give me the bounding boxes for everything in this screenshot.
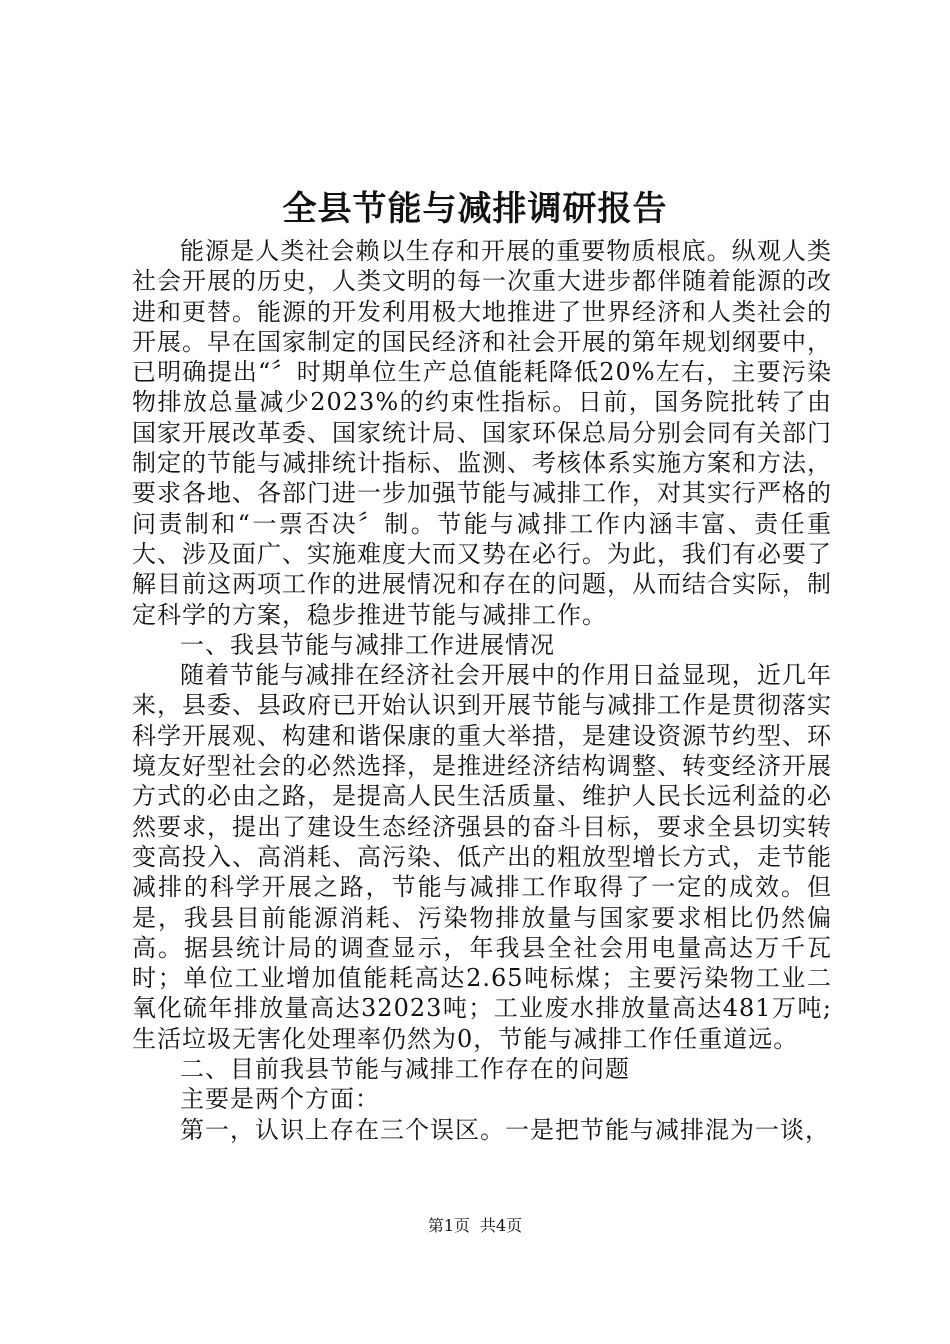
paragraph-intro: 能源是人类社会赖以生存和开展的重要物质根底。纵观人类社会开展的历史，人类文明的每一次重大进步都伴随着能源的改进和更替。能源的开发利用极大地推进了世界经济和人类社会的开展。早在国家制定的国民经济和社会开展的第年规划纲要中，已明确提出“〞时期单位生产总值能耗降低20%左右，主要污染物排放总量减少2023%的约束性指标。日前，国务院批转了由国家开展改革委、国家统计局、国家环保总局分别会同有关部门制定的节能与减排统计指标、监测、考核体系实施方案和方法，要求各地、各部门进一步加强节能与减排工作，对其实行严格的问责制和“一票否决〞制。节能与减排工作内涵丰富、责任重大、涉及面广、实施难度大而又势在必行。为此，我们有必要了解目前这两项工作的进展情况和存在的问题，从而结合实际，制定科学的方案，稳步推进节能与减排工作。	[132, 237, 832, 629]
section-heading-1: 一、我县节能与减排工作进展情况	[180, 630, 555, 659]
page-total: 共4页	[480, 1216, 523, 1235]
paragraph-first-point: 第一，认识上存在三个误区。一是把节能与减排混为一谈，	[180, 1115, 830, 1144]
document-body	[132, 236, 832, 1145]
document-title: 全县节能与减排调研报告	[282, 189, 668, 229]
page-number: 第1页	[427, 1216, 470, 1235]
page-footer	[0, 1215, 950, 1237]
section-heading-2: 二、目前我县节能与减排工作存在的问题	[180, 1055, 630, 1084]
paragraph-aspects: 主要是两个方面：	[180, 1085, 380, 1114]
paragraph-progress: 随着节能与减排在经济社会开展中的作用日益显现，近几年来，县委、县政府已开始认识到开展节能与减排工作是贯彻落实科学开展观、构建和谐保康的重大举措，是建设资源节约型、环境友好型社会的必然选择，是推进经济结构调整、转变经济开展方式的必由之路，是提高人民生活质量、维护人民长远利益的必然要求，提出了建设生态经济强县的奋斗目标，要求全县切实转变高投入、高消耗、高污染、低产出的粗放型增长方式，走节能减排的科学开展之路，节能与减排工作取得了一定的成效。但是，我县目前能源消耗、污染物排放量与国家要求相比仍然偏高。据县统计局的调查显示，年我县全社会用电量高达万千瓦时；单位工业增加值能耗高达2.65吨标煤；主要污染物工业二氧化硫年排放量高达32023吨；工业废水排放量高达481万吨;生活垃圾无害化处理率仍然为0，节能与减排工作任重道远。	[132, 661, 832, 1053]
